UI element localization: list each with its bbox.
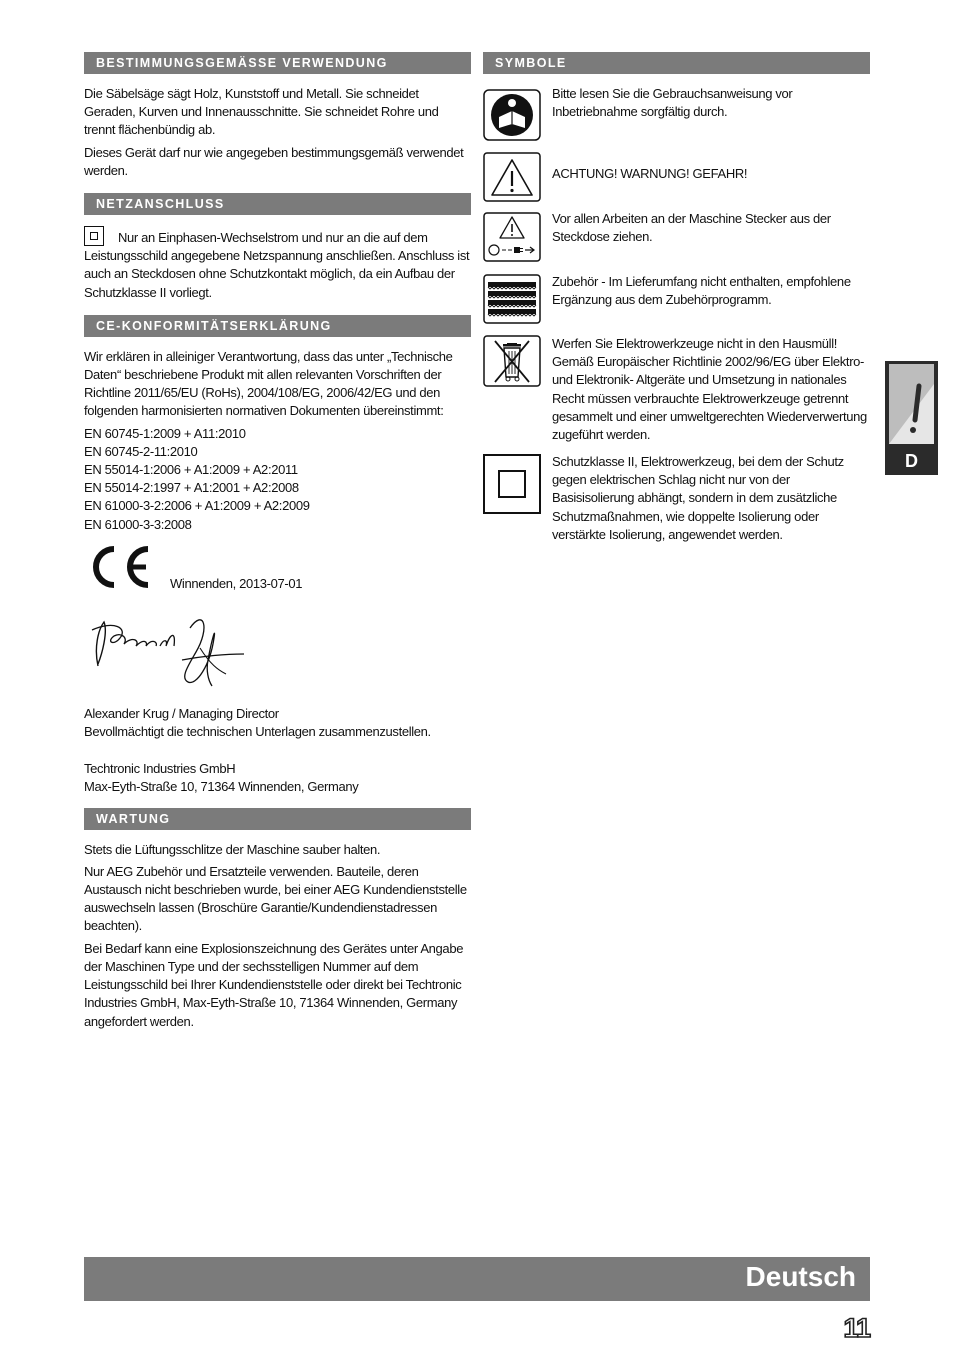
footer-language: Deutsch	[745, 1261, 856, 1292]
unplug-warning-icon	[483, 212, 541, 262]
symbol-text: ACHTUNG! WARNUNG! GEFAHR!	[552, 166, 748, 181]
symbol-text: Schutzklasse II, Elektrowerkzeug, bei dem der Schutz gegen elektrischen Schlag nicht nur von der Basisisolierung abhängt, sondern in dem zusätzliche Schutzmaßnahmen, wie doppelte Isolierung oder verstärkte Isolierung, angewendet werden.	[552, 454, 844, 542]
standard-item: EN 60745-1:2009 + A11:2010	[84, 425, 246, 441]
tab-letter: D	[905, 451, 918, 471]
section-heading-intended-use: BESTIMMUNGSGEMÄSSE VERWENDUNG	[84, 52, 471, 74]
ce-declaration-text: Wir erklären in alleiniger Verantwortung, dass das unter „Technische Daten“ beschriebene Produkt mit allen relevanten Vorschriften der Richtline 2011/65/EU (RoHs), 2004/108/EG, 2006/42/EG und den folgenden harmonisierten normativen Dokumenten übereinstimmt:	[84, 348, 453, 419]
symbol-row	[483, 148, 870, 210]
standard-item: EN 55014-2:1997 + A1:2001 + A2:2008	[84, 480, 299, 496]
symbol-row	[483, 210, 870, 273]
protection-class-ii-icon	[483, 454, 541, 514]
section-heading-ce-declaration: CE-KONFORMITÄTSERKLÄRUNG	[84, 315, 471, 337]
warning-triangle-icon	[483, 152, 541, 202]
signature-image	[84, 608, 254, 698]
ce-mark-icon	[86, 544, 152, 590]
protection-class-ii-icon	[84, 226, 104, 246]
right-column	[483, 52, 870, 553]
symbol-text: Vor allen Arbeiten an der Maschine Stecker aus der Steckdose ziehen.	[552, 211, 831, 245]
symbol-row	[483, 335, 870, 453]
symbol-row	[483, 453, 870, 553]
saw-blades-icon	[483, 274, 541, 324]
weee-bin-icon	[483, 335, 541, 387]
footer-bar	[84, 1257, 870, 1301]
standard-item: EN 55014-1:2006 + A1:2009 + A2:2011	[84, 462, 298, 478]
intended-use-text-2: Dieses Gerät darf nur wie angegeben bestimmungsgemäß verwendet werden.	[84, 144, 464, 178]
symbol-row	[483, 85, 870, 148]
maintenance-text-2: Nur AEG Zubehör und Ersatzteile verwenden. Bauteile, deren Austausch nicht beschrieben wurde, bei einer AEG Kundendienststelle auswechseln lassen (Broschüre Garantie/Kundendienstadressen beachten).	[84, 863, 467, 934]
standards-list	[84, 425, 471, 534]
section-heading-maintenance: WARTUNG	[84, 808, 471, 830]
symbol-text: Bitte lesen Sie die Gebrauchsanweisung vor Inbetriebnahme sorgfältig durch.	[552, 86, 793, 120]
symbol-text: Zubehör - Im Lieferumfang nicht enthalten, empfohlene Ergänzung aus dem Zubehörprogramm.	[552, 274, 851, 308]
symbol-row	[483, 273, 870, 335]
standard-item: EN 61000-3-2:2006 + A1:2009 + A2:2009	[84, 498, 310, 514]
standard-item: EN 61000-3-3:2008	[84, 516, 192, 532]
page-number: 11	[843, 1313, 870, 1343]
maintenance-text-3: Bei Bedarf kann eine Explosionszeichnung des Gerätes unter Angabe der Maschinen Type und der sechsstelligen Nummer auf dem Leistungsschild bei Ihrer Kundendienststelle oder direkt bei Techtronic Industries GmbH, Max-Eyth-Straße 10, 71364 Winnenden, Germany angefordert werden.	[84, 940, 464, 1029]
symbol-text: Werfen Sie Elektrowerkzeuge nicht in den Hausmüll! Gemäß Europäischer Richtlinie 2002/96/EG über Elektro- und Elektronik- Altgeräte und Umsetzung in nationales Recht müssen verbrauchte Elektrowerkzeuge getrennt gesammelt und einer umweltgerechten Wiederverwertung zugeführt werden.	[552, 336, 867, 443]
maintenance-text-1: Stets die Lüftungsschlitze der Maschine sauber halten.	[84, 841, 381, 857]
signer-note: Bevollmächtigt die technischen Unterlagen zusammenzustellen.	[84, 724, 431, 740]
place-date: Winnenden, 2013-07-01	[170, 575, 303, 591]
mains-connection-text: Nur an Einphasen-Wechselstrom und nur an die auf dem Leistungsschild angegebene Netzspannung anschließen. Anschluss ist auch an Steckdosen ohne Schutzkontakt möglich, da ein Aufbau der Schutzklasse II vorliegt.	[84, 230, 470, 300]
language-tab	[885, 361, 938, 475]
company-address: Max-Eyth-Straße 10, 71364 Winnenden, Germany	[84, 779, 359, 795]
section-heading-symbols: SYMBOLE	[483, 52, 870, 74]
signer-name: Alexander Krug / Managing Director	[84, 705, 279, 721]
ce-row	[84, 544, 471, 608]
mains-connection-paragraph	[84, 226, 471, 302]
company-name: Techtronic Industries GmbH	[84, 761, 236, 777]
standard-item: EN 60745-2-11:2010	[84, 443, 198, 459]
exclamation-icon	[889, 364, 934, 444]
section-heading-mains-connection: NETZANSCHLUSS	[84, 193, 471, 215]
left-column	[84, 52, 471, 1035]
read-manual-icon	[483, 89, 541, 141]
intended-use-text-1: Die Säbelsäge sägt Holz, Kunststoff und Metall. Sie schneidet Geraden, Kurven und Innenausschnitte. Sie schneidet Rohre und trennt flächenbündig ab.	[84, 86, 439, 138]
tab-icon-panel	[889, 364, 934, 444]
